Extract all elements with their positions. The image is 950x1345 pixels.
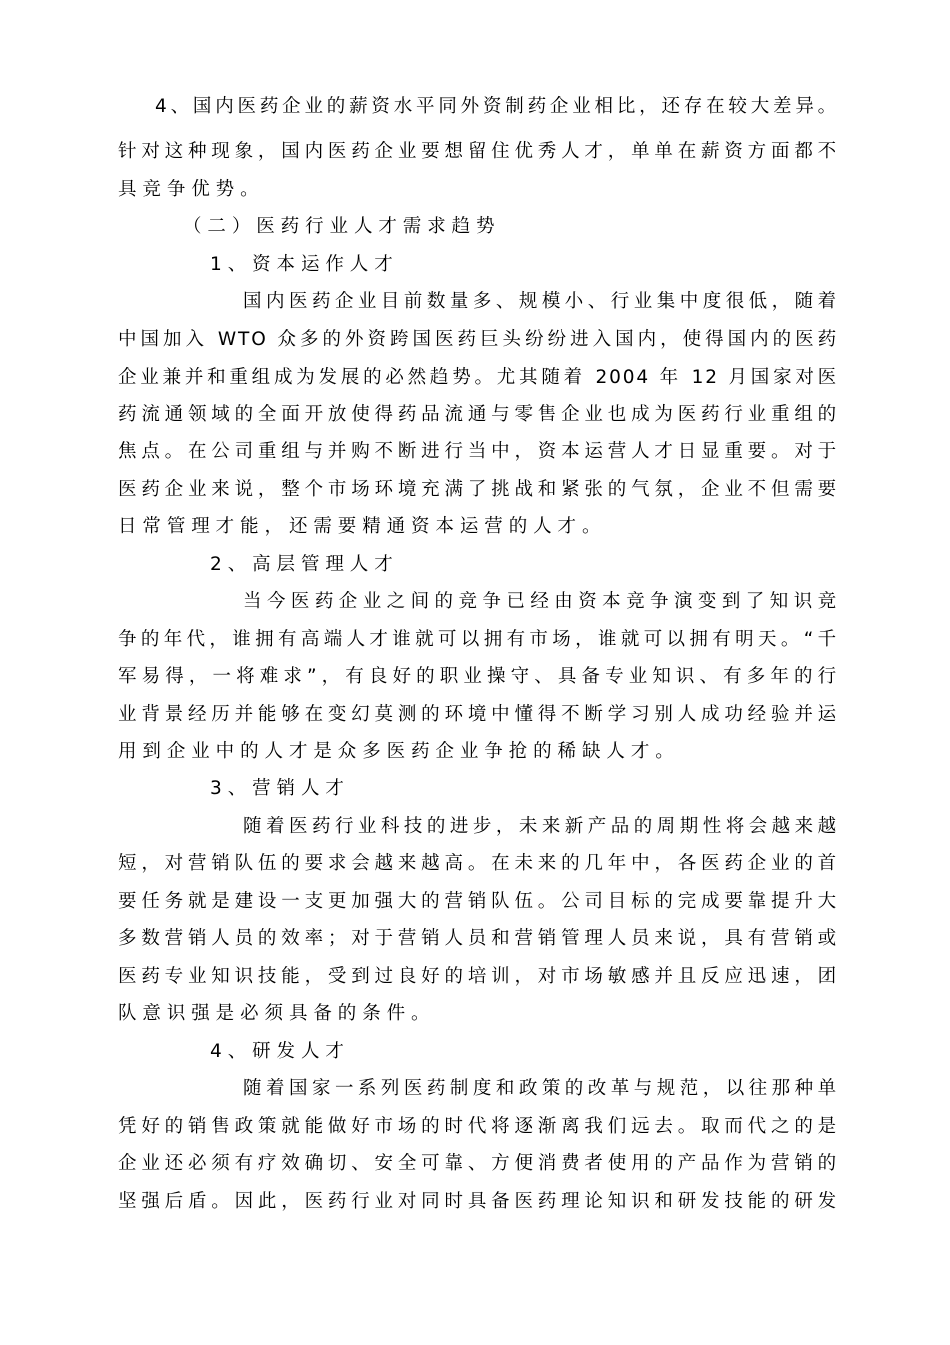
text-line: 医药企业来说，整个市场环境充满了挑战和紧张的气氛，企业不但需要 [118, 479, 838, 500]
subsection-heading: 4、研发人才 [210, 1041, 350, 1062]
text-line: 当今医药企业之间的竞争已经由资本竞争演变到了知识竞 [243, 591, 838, 612]
text-line: 随着医药行业科技的进步，未来新产品的周期性将会越来越 [243, 816, 838, 837]
text-line: 企业兼并和重组成为发展的必然趋势。尤其随着 2004 年 12 月国家对医 [118, 367, 838, 388]
text-line: 日常管理才能，还需要精通资本运营的人才。 [118, 516, 607, 537]
text-line: 争的年代，谁拥有高端人才谁就可以拥有市场，谁就可以拥有明天。“千 [118, 629, 838, 650]
subsection-heading: 3、营销人才 [210, 778, 350, 799]
text-line: 随着国家一系列医药制度和政策的改革与规范，以往那种单 [243, 1078, 838, 1099]
text-line: 中国加入 WTO 众多的外资跨国医药巨头纷纷进入国内，使得国内的医药 [118, 329, 838, 350]
subsection-heading: 2、高层管理人才 [210, 554, 399, 575]
text-line: 医药专业知识技能，受到过良好的培训，对市场敏感并且反应迅速，团 [118, 966, 838, 987]
text-line: 药流通领域的全面开放使得药品流通与零售企业也成为医药行业重组的 [118, 404, 838, 425]
text-line: 具竞争优势。 [118, 179, 265, 200]
text-line: 军易得，一将难求”，有良好的职业操守、具备专业知识、有多年的行 [118, 666, 838, 687]
text-line: 短，对营销队伍的要求会越来越高。在未来的几年中，各医药企业的首 [118, 853, 838, 874]
text-line: 4、国内医药企业的薪资水平同外资制药企业相比，还存在较大差异。 [155, 96, 838, 117]
subsection-heading: 1、资本运作人才 [210, 254, 399, 275]
text-line: 用到企业中的人才是众多医药企业争抢的稀缺人才。 [118, 741, 680, 762]
text-line: 业背景经历并能够在变幻莫测的环境中懂得不断学习别人成功经验并运 [118, 704, 838, 725]
text-line: 凭好的销售政策就能做好市场的时代将逐渐离我们远去。取而代之的是 [118, 1116, 838, 1137]
text-line: 针对这种现象，国内医药企业要想留住优秀人才，单单在薪资方面都不 [118, 141, 838, 162]
text-line: 企业还必须有疗效确切、安全可靠、方便消费者使用的产品作为营销的 [118, 1153, 838, 1174]
text-line: 国内医药企业目前数量多、规模小、行业集中度很低，随着 [243, 291, 838, 312]
text-line: 要任务就是建设一支更加强大的营销队伍。公司目标的完成要靠提升大 [118, 891, 838, 912]
text-line: 坚强后盾。因此，医药行业对同时具备医药理论知识和研发技能的研发 [118, 1191, 838, 1212]
text-line: 焦点。在公司重组与并购不断进行当中，资本运营人才日显重要。对于 [118, 441, 838, 462]
text-line: 多数营销人员的效率；对于营销人员和营销管理人员来说，具有营销或 [118, 928, 838, 949]
section-heading: （二）医药行业人才需求趋势 [183, 216, 501, 237]
text-line: 队意识强是必须具备的条件。 [118, 1003, 436, 1024]
